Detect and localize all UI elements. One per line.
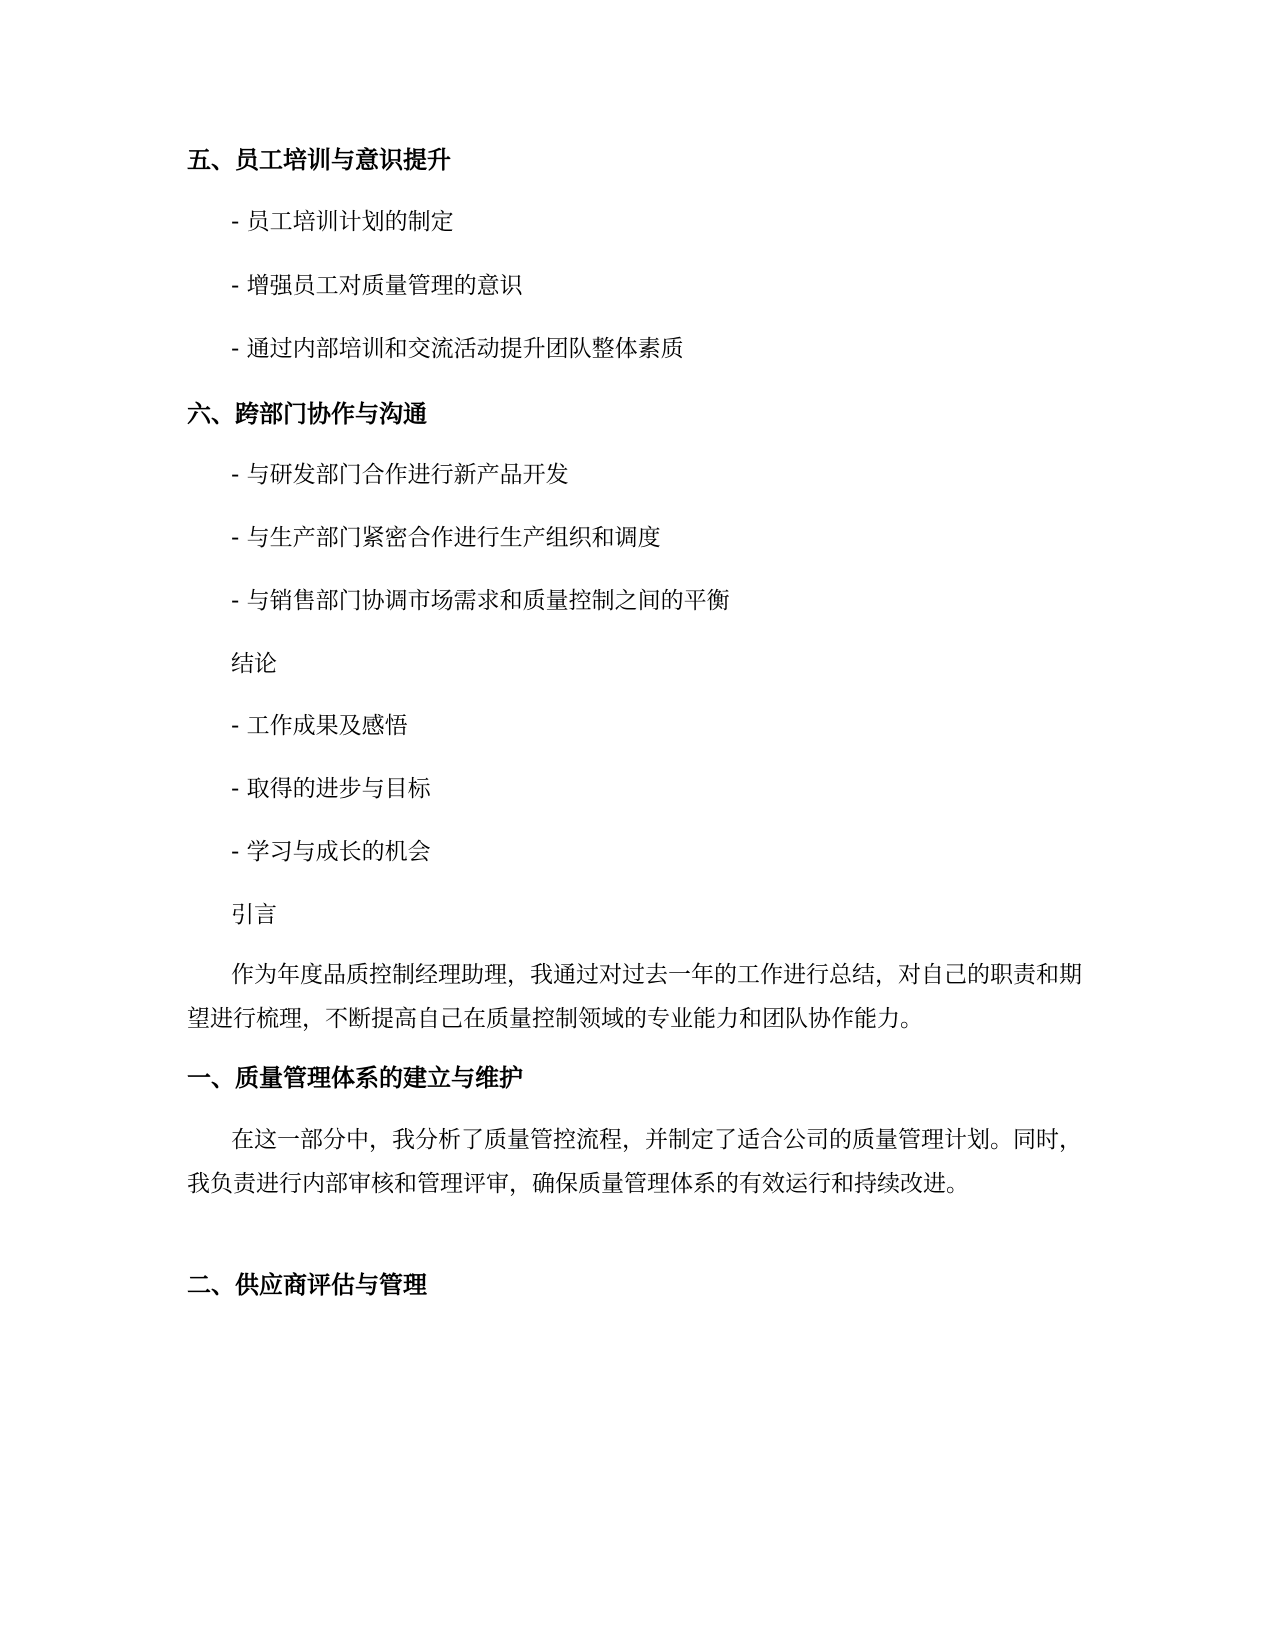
section-heading-1: 一、质量管理体系的建立与维护 [187, 1064, 523, 1092]
section-1-paragraph: 在这一部分中，我分析了质量管控流程，并制定了适合公司的质量管理计划。同时，我负责进行内部审核和管理评审，确保质量管理体系的有效运行和持续改进。 [187, 1127, 1082, 1197]
section-heading-2: 二、供应商评估与管理 [187, 1271, 427, 1299]
list-item: - 学习与成长的机会 [231, 839, 431, 865]
intro-paragraph: 作为年度品质控制经理助理，我通过对过去一年的工作进行总结，对自己的职责和期望进行梳理，不断提高自己在质量控制领域的专业能力和团队协作能力。 [187, 962, 1082, 1032]
list-item: - 与研发部门合作进行新产品开发 [231, 462, 569, 488]
list-item: - 通过内部培训和交流活动提升团队整体素质 [231, 336, 684, 362]
section-heading-6: 六、跨部门协作与沟通 [187, 400, 427, 428]
list-item: - 增强员工对质量管理的意识 [231, 273, 523, 299]
list-item: - 与销售部门协调市场需求和质量控制之间的平衡 [231, 588, 730, 614]
section-heading-5: 五、员工培训与意识提升 [187, 146, 451, 174]
list-item: - 员工培训计划的制定 [231, 209, 454, 235]
intro-label: 引言 [231, 902, 277, 928]
conclusion-label: 结论 [231, 651, 277, 677]
list-item: - 取得的进步与目标 [231, 776, 431, 802]
list-item: - 工作成果及感悟 [231, 713, 408, 739]
list-item: - 与生产部门紧密合作进行生产组织和调度 [231, 525, 661, 551]
